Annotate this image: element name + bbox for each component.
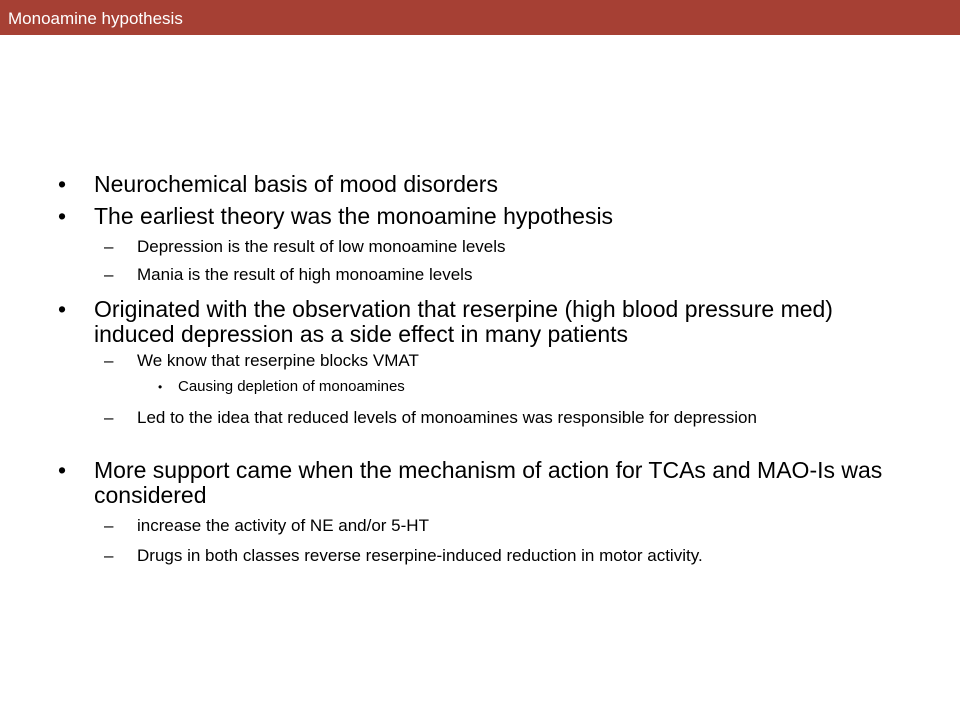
bullet-level2: – Drugs in both classes reverse reserpine-induced reduction in motor activity. (137, 545, 887, 566)
bullet-level1: • Originated with the observation that reserpine (high blood pressure med) induced depression as a side effect in many patients (94, 297, 894, 347)
bullet-level2: – Mania is the result of high monoamine levels (137, 264, 887, 285)
bullet-level2: – We know that reserpine blocks VMAT (137, 350, 887, 371)
bullet-level1: • Neurochemical basis of mood disorders (94, 172, 894, 197)
bullet-level3: • Causing depletion of monoamines (178, 378, 878, 396)
bullet-level1: • More support came when the mechanism of action for TCAs and MAO-Is was considered (94, 458, 894, 508)
bullet-level1: • The earliest theory was the monoamine hypothesis (94, 204, 894, 229)
bullet-level2: – increase the activity of NE and/or 5-HT (137, 515, 887, 536)
bullet-level2: – Led to the idea that reduced levels of monoamines was responsible for depression (137, 407, 887, 428)
bullet-level2: – Depression is the result of low monoamine levels (137, 236, 887, 257)
slide-title: Monoamine hypothesis (8, 9, 183, 28)
